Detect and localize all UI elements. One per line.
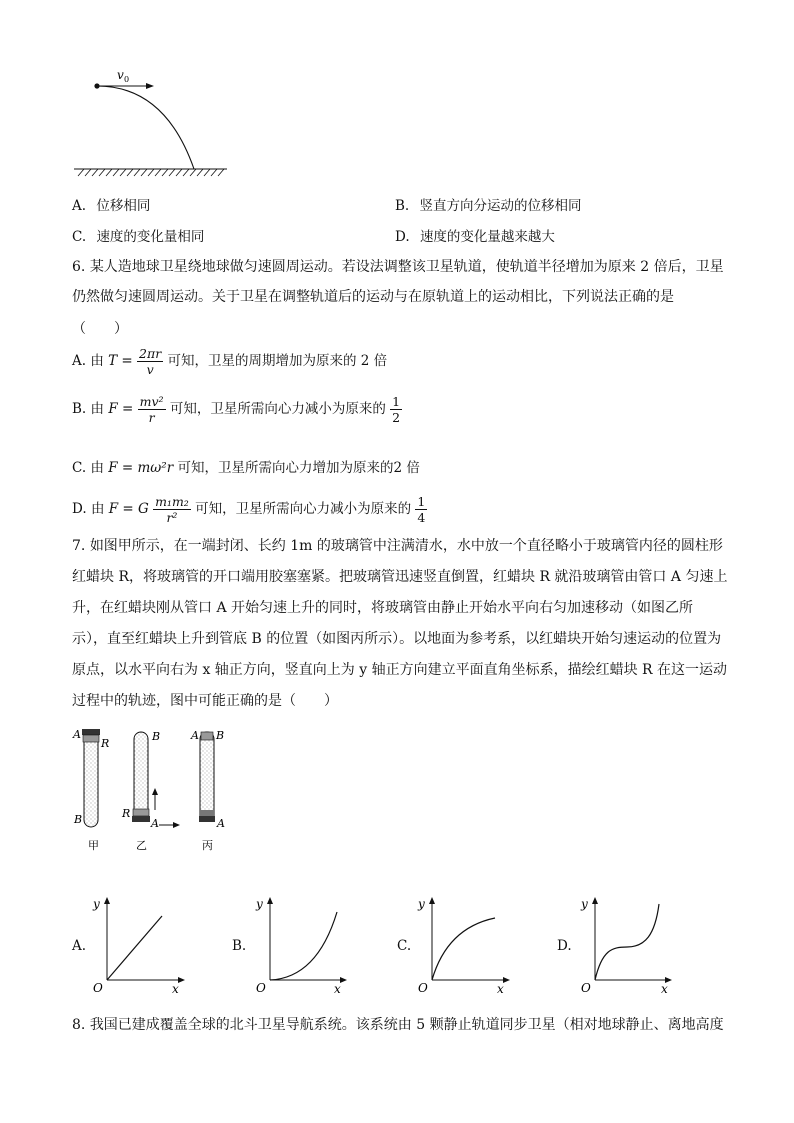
option-text: 可知，卫星所需向心力减小为原来的: [195, 501, 412, 517]
formula-fraction: $\frac{\text{mv²}}{r}$: [139, 394, 164, 425]
formula-lhs: T =: [108, 353, 133, 369]
q7-stem-line6: 过程中的轨迹，图中可能正确的是（ ）: [72, 693, 338, 709]
option-pre: 由: [90, 401, 105, 417]
formula: F = mω²r: [108, 460, 174, 476]
graph-option-a[interactable]: [72, 890, 202, 1000]
formula-lhs: F =: [108, 401, 134, 417]
q7-stem-line2: 红蜡块 R，将玻璃管的开口端用胶塞塞紧。把玻璃管迅速竖直倒置，红蜡块 R 就沿玻璃管由管口 A 匀速上: [72, 569, 728, 585]
q5-option-d[interactable]: [395, 225, 555, 245]
option-letter: C.: [397, 938, 412, 954]
option-pre: 由: [90, 353, 104, 369]
label-a-top: A: [191, 729, 199, 742]
label-a: A: [73, 728, 81, 741]
tube-bing: [190, 729, 225, 852]
option-letter: C.: [72, 460, 87, 476]
label-r: R: [101, 737, 110, 750]
label-a: A: [151, 817, 159, 830]
tube-yi: [121, 730, 180, 852]
formula-fraction: $\frac{\text{m₁m₂}}{\text{r²}}$: [155, 494, 189, 525]
q7-stem-line4: 示），直至红蜡块上升到管底 B 的位置（如图丙所示）。以地面为参考系，以红蜡块开始匀速运动的位置为: [72, 631, 722, 647]
caption-yi: 乙: [136, 839, 147, 852]
svg-text:x: x: [172, 982, 179, 996]
graph-option-d[interactable]: [557, 890, 687, 1000]
v0-subscript: 0: [124, 75, 130, 84]
v0-label: v: [117, 68, 124, 82]
q6-option-c[interactable]: [72, 456, 420, 476]
option-letter: C.: [72, 229, 87, 245]
option-text: 速度的变化量越来越大: [419, 229, 555, 245]
formula-fraction: $\frac{2\pi r}{v}$: [139, 346, 162, 377]
formula-lhs: F = G: [108, 501, 149, 517]
graph-c: [407, 890, 527, 1000]
svg-text:x: x: [661, 982, 668, 996]
option-pre: 由: [90, 460, 104, 476]
option-text: 可知，卫星所需向心力减小为原来的: [169, 401, 386, 417]
q6-option-b[interactable]: [72, 394, 402, 425]
q7-stem-line3: 升，在红蜡块刚从管口 A 开始匀速上升的同时，将玻璃管由静止开始水平向右匀加速移动（如图乙所: [72, 600, 694, 616]
question-number: 7.: [72, 538, 86, 554]
option-text: 可知，卫星的周期增加为原来的 2 倍: [167, 353, 388, 369]
result-fraction: $\frac{1}{4}$: [417, 494, 426, 525]
tube-jia: [72, 728, 109, 852]
option-text: 竖直方向分运动的位移相同: [419, 198, 582, 214]
svg-text:O: O: [256, 981, 266, 995]
option-text: 位移相同: [96, 198, 151, 214]
result-fraction: $\frac{1}{2}$: [392, 394, 401, 425]
option-letter: A.: [72, 938, 87, 954]
q6-option-d[interactable]: [72, 494, 427, 525]
graph-option-c[interactable]: [397, 890, 527, 1000]
question-number: 8.: [72, 1017, 86, 1033]
label-a: A: [217, 817, 225, 830]
q7-stem-line1: [72, 535, 723, 555]
option-text: 可知，卫星所需向心力增加为原来的2 倍: [177, 460, 420, 476]
projectile-figure: [70, 60, 240, 185]
option-letter: D.: [395, 229, 410, 245]
svg-text:y: y: [93, 897, 100, 911]
glass-tube-figure: [70, 722, 240, 857]
q6-stem-line2: 仍然做匀速圆周运动。关于卫星在调整轨道后的运动与在原轨道上的运动相比，下列说法正确的是: [72, 289, 674, 305]
graph-d: [567, 890, 687, 1000]
stem-text: 我国已建成覆盖全球的北斗卫星导航系统。该系统由 5 颗静止轨道同步卫星（相对地球静止、离地高度: [89, 1017, 724, 1033]
label-b: B: [74, 813, 83, 826]
option-letter: D.: [72, 501, 87, 517]
q6-stem-line1: [72, 256, 724, 276]
option-letter: B.: [232, 938, 247, 954]
svg-text:O: O: [93, 981, 103, 995]
svg-text:x: x: [334, 982, 341, 996]
stem-text: 某人造地球卫星绕地球做匀速圆周运动。若设法调整该卫星轨道，使轨道半径增加为原来 2 倍后，卫星: [89, 259, 724, 275]
label-r: R: [122, 807, 131, 820]
q7-graph-options: [72, 890, 732, 1000]
q7-stem-line5: 原点，以水平向右为 x 轴正方向，竖直向上为 y 轴正方向建立平面直角坐标系，描绘红蜡块 R 在这一运动: [72, 662, 728, 678]
stem-text: 如图甲所示，在一端封闭、长约 1m 的玻璃管中注满清水，水中放一个直径略小于玻璃管内径的圆柱形: [89, 538, 723, 554]
graph-option-b[interactable]: [232, 890, 362, 1000]
option-letter: B.: [72, 401, 87, 417]
option-text: 速度的变化量相同: [96, 229, 205, 245]
label-b: B: [152, 730, 161, 743]
answer-paren: （ ）: [72, 321, 128, 337]
graph-a: [82, 890, 202, 1000]
q5-option-c[interactable]: [72, 225, 204, 245]
svg-text:O: O: [581, 981, 591, 995]
label-b: B: [216, 729, 225, 742]
question-number: 6.: [72, 259, 86, 275]
svg-text:y: y: [418, 897, 425, 911]
option-letter: A.: [72, 198, 87, 214]
q5-option-a[interactable]: [72, 194, 150, 214]
option-letter: A.: [72, 353, 87, 369]
svg-text:x: x: [497, 982, 504, 996]
option-letter: D.: [557, 938, 572, 954]
q5-option-b[interactable]: [395, 194, 582, 214]
svg-text:y: y: [581, 897, 588, 911]
svg-text:O: O: [418, 981, 428, 995]
q6-option-a[interactable]: [72, 346, 387, 377]
svg-text:y: y: [256, 897, 263, 911]
graph-b: [242, 890, 362, 1000]
option-pre: 由: [90, 501, 105, 517]
caption-jia: 甲: [88, 839, 99, 852]
caption-bing: 丙: [202, 839, 213, 852]
option-letter: B.: [395, 198, 410, 214]
q8-stem-line1: [72, 1014, 724, 1034]
